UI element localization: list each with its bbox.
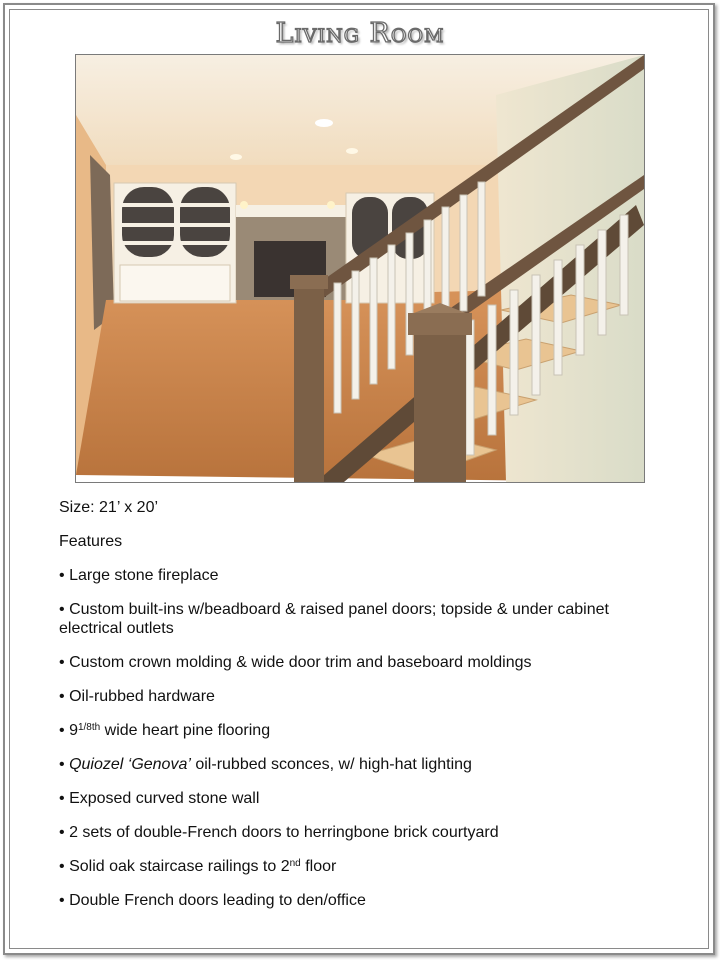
feature-text: Double French doors leading to den/office: [69, 892, 366, 909]
room-details: [59, 498, 659, 925]
feature-text: 2 sets of double-French doors to herringbone brick courtyard: [69, 824, 499, 841]
feature-brand: Quiozel ‘Genova’: [69, 756, 191, 773]
size-line: [59, 498, 659, 517]
bullet: •: [59, 824, 65, 841]
living-room-illustration: [76, 55, 644, 482]
feature-item: [59, 653, 659, 672]
feature-item: [59, 600, 659, 638]
bullet: •: [59, 654, 65, 671]
feature-item: [59, 857, 659, 876]
feature-prefix: 9: [69, 722, 78, 739]
feature-item: [59, 789, 659, 808]
feature-prefix: Solid oak staircase railings to 2: [69, 858, 290, 875]
feature-item: [59, 755, 659, 774]
bullet: •: [59, 756, 65, 773]
features-heading: Features: [59, 533, 123, 550]
size-value: 21’ x 20’: [99, 499, 159, 516]
bullet: •: [59, 722, 65, 739]
living-room-photo: [75, 54, 645, 483]
feature-text: oil-rubbed sconces, w/ high-hat lighting: [190, 756, 472, 773]
feature-item: [59, 566, 659, 585]
bullet: •: [59, 688, 65, 705]
feature-superscript: 1/8th: [77, 722, 101, 733]
feature-item: [59, 891, 659, 910]
feature-text: Exposed curved stone wall: [69, 790, 260, 807]
bullet: •: [59, 858, 65, 875]
feature-text: Large stone fireplace: [69, 567, 219, 584]
bullet: •: [59, 567, 65, 584]
feature-text: floor: [300, 858, 337, 875]
feature-item: [59, 687, 659, 706]
bullet: •: [59, 892, 65, 909]
feature-text: Custom crown molding & wide door trim and baseboard moldings: [69, 654, 532, 671]
bullet: •: [59, 601, 65, 618]
feature-text: wide heart pine flooring: [100, 722, 271, 739]
feature-text: Custom built-ins w/beadboard & raised panel doors; topside & under cabinet electrical outlets: [59, 601, 609, 637]
size-label: Size:: [59, 499, 95, 516]
bullet: •: [59, 790, 65, 807]
feature-item: [59, 721, 659, 740]
feature-superscript: nd: [289, 858, 301, 869]
feature-item: [59, 823, 659, 842]
page-title: Living Room: [275, 18, 445, 49]
feature-text: Oil-rubbed hardware: [69, 688, 215, 705]
